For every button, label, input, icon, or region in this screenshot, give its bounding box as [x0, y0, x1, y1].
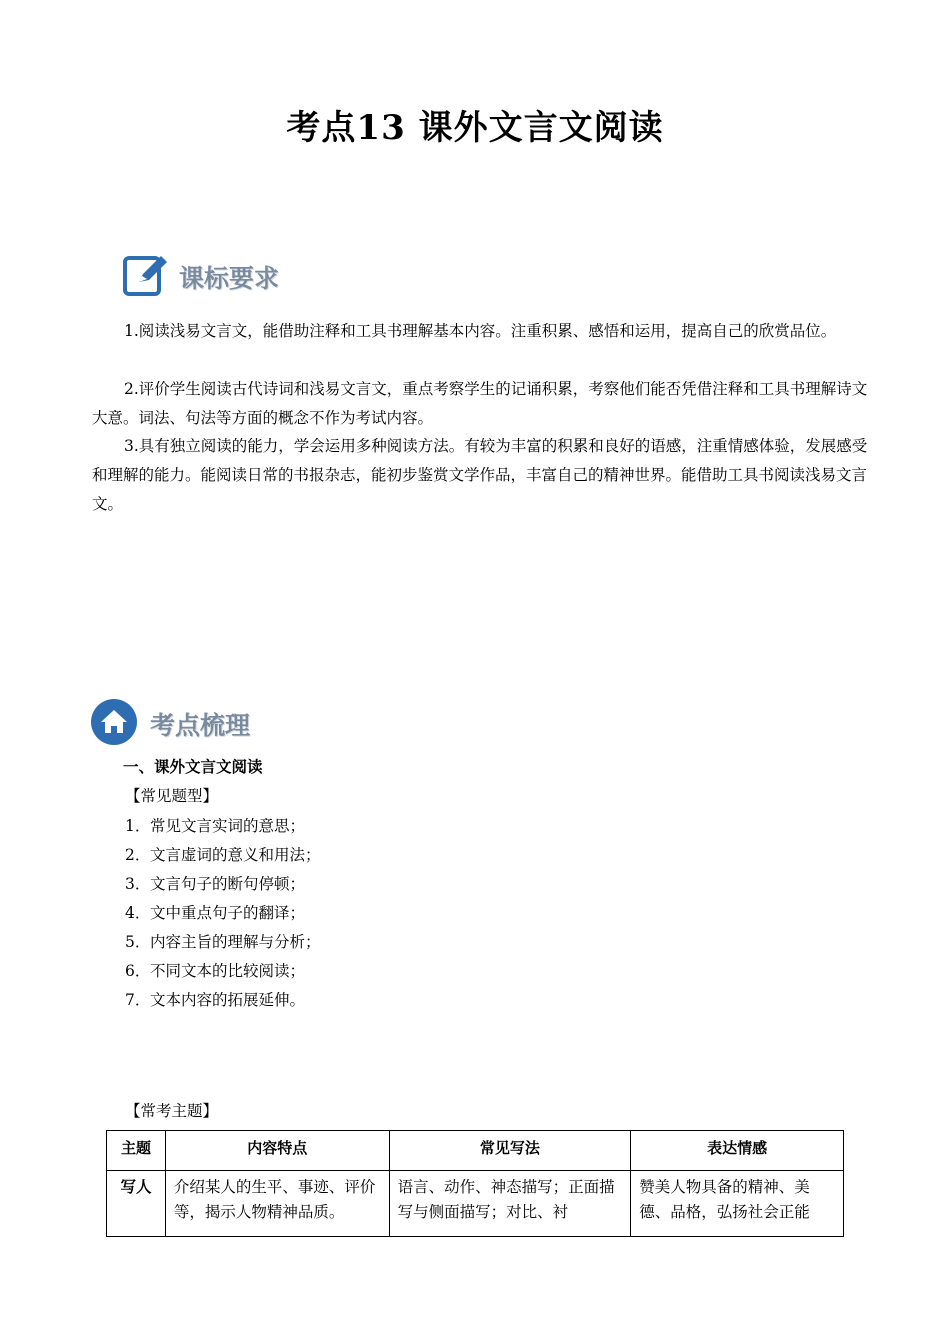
themes-table [106, 1130, 844, 1237]
subsection-heading: 一、课外文言文阅读 [123, 758, 263, 776]
section-label: 考点梳理 [150, 711, 251, 740]
list-item: 6．不同文本的比较阅读； [125, 962, 306, 980]
column-header: 表达情感 [631, 1131, 844, 1171]
edit-note-icon [123, 252, 167, 302]
list-item: 5．内容主旨的理解与分析； [125, 933, 321, 951]
page-title: 考点13 课外文言文阅读 [286, 108, 664, 148]
home-icon [90, 698, 138, 750]
table-cell-method: 语言、动作、神态描写；正面描写与侧面描写；对比、衬 [389, 1171, 631, 1237]
section-header-curriculum [123, 252, 279, 302]
list-item: 4．文中重点句子的翻译； [125, 904, 306, 922]
section-label: 课标要求 [179, 264, 280, 293]
list-item: 7．文本内容的拓展延伸。 [125, 991, 306, 1009]
question-type-list [125, 812, 321, 1015]
table-cell-content: 介绍某人的生平、事迹、评价等，揭示人物精神品质。 [165, 1171, 389, 1237]
question-types-label: 【常见题型】 [125, 787, 219, 805]
column-header: 常见写法 [389, 1131, 631, 1171]
paragraph: 3.具有独立阅读的能力，学会运用多种阅读方法。有较为丰富的积累和良好的语感，注重情感体验，发展感受和理解的能力。能阅读日常的书报杂志，能初步鉴赏文学作品，丰富自己的精神世界。能借助工具书阅读浅易文言文。 [92, 437, 868, 513]
list-item: 3．文言句子的断句停顿； [125, 875, 306, 893]
section-header-key-points [90, 698, 250, 750]
column-header: 内容特点 [165, 1131, 389, 1171]
list-item: 2．文言虚词的意义和用法； [125, 846, 321, 864]
paragraph: 2.评价学生阅读古代诗词和浅易文言文，重点考察学生的记诵积累，考察他们能否凭借注释和工具书理解诗文大意。词法、句法等方面的概念不作为考试内容。 [92, 380, 868, 427]
themes-label: 【常考主题】 [125, 1102, 219, 1120]
table-row [107, 1171, 844, 1237]
column-header: 主题 [107, 1131, 166, 1171]
table-header-row [107, 1131, 844, 1171]
table-cell-emotion: 赞美人物具备的精神、美德、品格，弘扬社会正能 [631, 1171, 844, 1237]
paragraph: 1.阅读浅易文言文，能借助注释和工具书理解基本内容。注重积累、感悟和运用，提高自己的欣赏品位。 [124, 322, 837, 340]
table-cell-topic: 写人 [107, 1171, 166, 1237]
list-item: 1．常见文言实词的意思； [125, 817, 306, 835]
